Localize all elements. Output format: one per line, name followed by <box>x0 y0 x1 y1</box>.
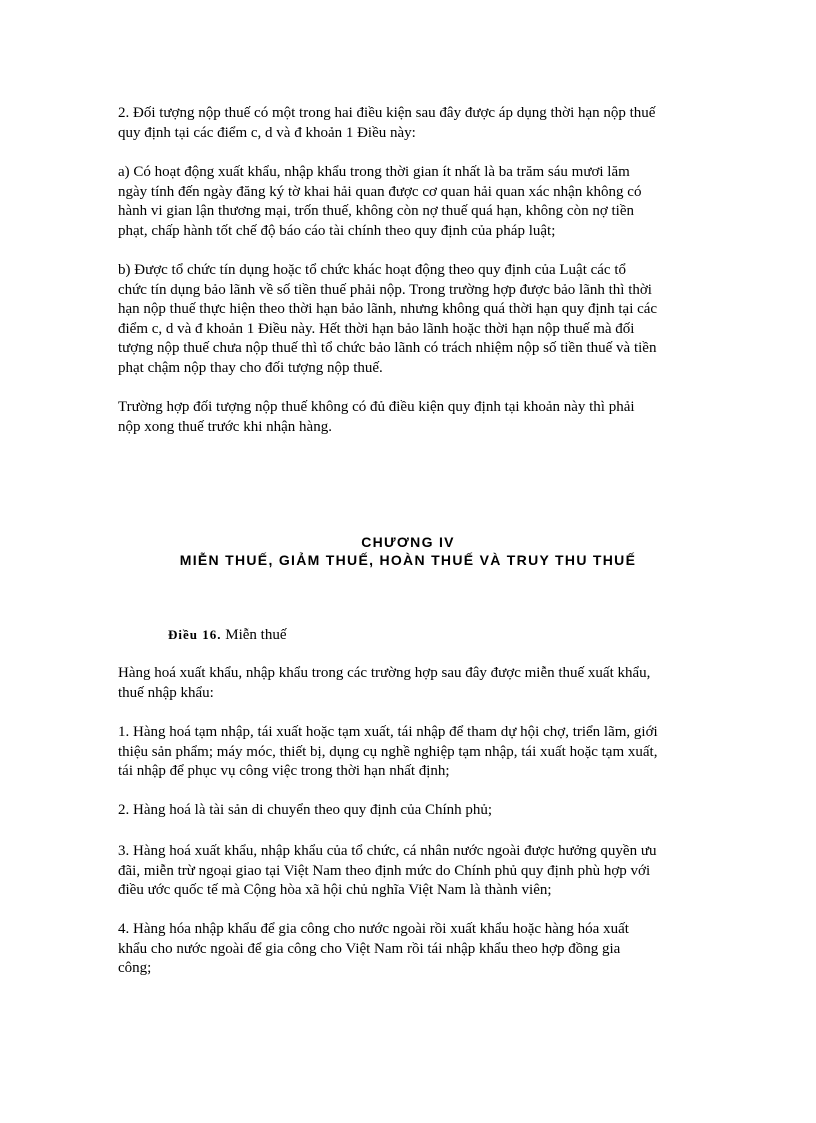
chapter-number: CHƯƠNG IV <box>361 534 455 550</box>
paragraph-item-2: 2. Hàng hoá là tài sản di chuyển theo quy định của Chính phủ; <box>118 802 493 818</box>
article-title: Miễn thuế <box>221 627 287 643</box>
paragraph-condition-a: a) Có hoạt động xuất khẩu, nhập khẩu trong thời gian ít nhất là ba trăm sáu mươi lăm ngày tính đến ngày đăng ký tờ khai hải quan được cơ quan hải quan xác nhận không có hành vi gian lận thương mại, trốn thuế, không còn nợ thuế quá hạn, không còn nợ tiền phạt, chấp hành tốt chế độ báo cáo tài chính theo quy định của pháp luật; <box>118 164 642 239</box>
paragraph-article-intro: Hàng hoá xuất khẩu, nhập khẩu trong các trường hợp sau đây được miễn thuế xuất khẩu, thuế nhập khẩu: <box>118 665 651 701</box>
chapter-title: MIỄN THUẾ, GIẢM THUẾ, HOÀN THUẾ VÀ TRUY THU THUẾ <box>179 552 637 568</box>
paragraph-condition-b: b) Được tổ chức tín dụng hoặc tổ chức khác hoạt động theo quy định của Luật các tổ chức tín dụng bảo lãnh về số tiền thuế phải nộp. Trong trường hợp được bảo lãnh thì thời hạn nộp thuế thực hiện theo thời hạn bảo lãnh, nhưng không quá thời hạn quy định tại các điểm c, d và đ khoản 1 Điều này. Hết thời hạn bảo lãnh hoặc thời hạn nộp thuế mà đối tượng nộp thuế chưa nộp thuế thì tổ chức bảo lãnh có trách nhiệm nộp số tiền thuế và tiền phạt chậm nộp thay cho đối tượng nộp thuế. <box>118 262 658 376</box>
paragraph-closing: Trường hợp đối tượng nộp thuế không có đủ điều kiện quy định tại khoản này thì phải nộp xong thuế trước khi nhận hàng. <box>118 399 635 435</box>
article-number: Điều 16. <box>168 627 222 642</box>
paragraph-item-1: 1. Hàng hoá tạm nhập, tái xuất hoặc tạm xuất, tái nhập để tham dự hội chợ, triển lãm, giới thiệu sản phẩm; máy móc, thiết bị, dụng cụ nghề nghiệp tạm nhập, tái xuất hoặc tạm xuất, tái nhập để phục vụ công việc trong thời hạn nhất định; <box>118 724 658 779</box>
paragraph-item-3: 3. Hàng hoá xuất khẩu, nhập khẩu của tổ chức, cá nhân nước ngoài được hưởng quyền ưu đãi, miễn trừ ngoại giao tại Việt Nam theo định mức do Chính phủ quy định phù hợp với điều ước quốc tế mà Cộng hòa xã hội chủ nghĩa Việt Nam là thành viên; <box>118 843 657 898</box>
paragraph-item-4: 4. Hàng hóa nhập khẩu để gia công cho nước ngoài rồi xuất khẩu hoặc hàng hóa xuất khẩu cho nước ngoài để gia công cho Việt Nam rồi tái nhập khẩu theo hợp đồng gia công; <box>118 921 629 976</box>
article-heading <box>168 625 287 645</box>
paragraph-conditions-intro: 2. Đối tượng nộp thuế có một trong hai điều kiện sau đây được áp dụng thời hạn nộp thuế quy định tại các điểm c, d và đ khoản 1 Điều này: <box>118 105 656 141</box>
